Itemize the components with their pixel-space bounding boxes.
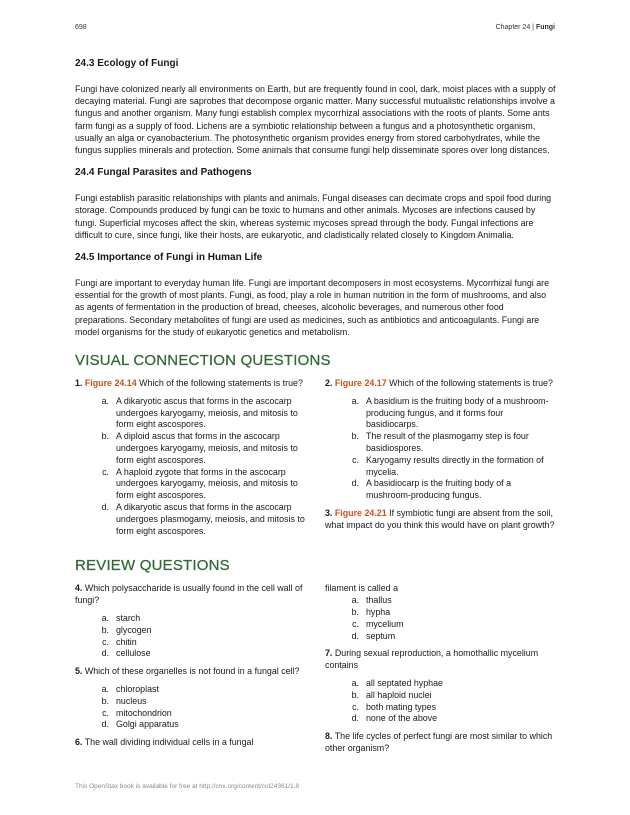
- answer-option: c. mycelium: [352, 618, 404, 629]
- section-body-24-3: Fungi have colonized nearly all environments on Earth, but are frequently found in cool, dark, moist places with a supply of decaying material. Fungi are saprobes that decompose organic matter. Many successful mutualistic relationships involve a fungus and another organism. Many fungi establish complex mycorrhizal associations with the roots of plants. Some ants farm fungi as a supply of food. Lichens are a symbiotic relationship between a fungus and a photosynthetic organism, usually an alga or cyanobacterium. The photosynthetic organism provides energy from stored carbohydrates, while the fungus supplies minerals and protection. Some animals that consume fungi help disseminate spores over long distances.: [75, 84, 556, 156]
- answer-option: d. A basidiocarp is the fruiting body of a mushroom-producing fungus.: [351, 478, 512, 501]
- page-number: 698: [75, 24, 87, 31]
- figure-link[interactable]: Figure 24.17: [334, 378, 387, 389]
- answer-option: d. cellulose: [101, 648, 151, 659]
- question-6: 6. The wall dividing individual cells in a fungal: [75, 737, 254, 748]
- running-header: [496, 24, 555, 31]
- figure-link[interactable]: Figure 24.21: [334, 508, 387, 519]
- question-7: 7. During sexual reproduction, a homothallic mycelium contains: [325, 648, 539, 671]
- answer-option: a. A basidium is the fruiting body of a mushroom-producing fungus, and it forms four basidiocarps.: [351, 395, 549, 430]
- answer-option: b. A diploid ascus that forms in the ascocarp undergoes karyogamy, meiosis, and mitosis to form eight ascospores.: [101, 431, 298, 465]
- answer-options: [325, 595, 557, 642]
- question-5: 5. Which of these organelles is not found in a fungal cell?: [75, 666, 300, 677]
- answer-options: [75, 396, 307, 538]
- answer-option: b. glycogen: [101, 624, 152, 635]
- answer-option: a. thallus: [351, 595, 392, 606]
- review-heading: REVIEW QUESTIONS: [75, 557, 230, 575]
- answer-options: [325, 678, 557, 725]
- question-8: 8. The life cycles of perfect fungi are most similar to which other organism?: [325, 731, 553, 753]
- answer-options: [325, 396, 557, 502]
- chapter-title: Fungi: [535, 24, 555, 31]
- review-col-right: [325, 583, 557, 760]
- answer-option: a. A dikaryotic ascus that forms in the ascocarp undergoes karyogamy, meiosis, and mitosis to form eight ascospores.: [101, 395, 298, 430]
- question-4: 4. Which polysaccharide is usually found in the cell wall of fungi?: [75, 583, 303, 606]
- answer-option: d. septum: [351, 630, 396, 641]
- question-2: [325, 378, 557, 390]
- answer-option: b. The result of the plasmogamy step is four basidiospores.: [351, 431, 529, 454]
- chapter-label: Chapter 24: [495, 24, 531, 31]
- figure-link[interactable]: Figure 24.14: [84, 378, 137, 389]
- visual-col-right: [325, 378, 557, 543]
- section-heading-24-3: 24.3 Ecology of Fungi: [75, 58, 179, 69]
- visual-connection-columns: [75, 378, 557, 543]
- answer-option: a. chloroplast: [101, 683, 159, 694]
- answer-option: b. hypha: [351, 607, 391, 617]
- section-heading-24-5: 24.5 Importance of Fungi in Human Life: [75, 252, 263, 264]
- question-1: [75, 378, 307, 390]
- answer-options: [75, 613, 307, 660]
- question-text: Which of the following statements is true?: [386, 378, 553, 389]
- header-separator: |: [530, 24, 536, 31]
- question-text: Which of the following statements is true?: [136, 378, 303, 389]
- answer-option: d. A dikaryotic ascus that forms in the ascocarp undergoes plasmogamy, meiosis, and mitosis to form eight ascospores.: [101, 502, 305, 536]
- question-number: 3.: [325, 508, 333, 519]
- page-content: [75, 58, 557, 761]
- answer-option: d. Golgi apparatus: [101, 719, 179, 730]
- review-col-left: [75, 583, 307, 760]
- section-heading-24-4: 24.4 Fungal Parasites and Pathogens: [75, 167, 252, 179]
- visual-connection-heading: VISUAL CONNECTION QUESTIONS: [75, 352, 331, 370]
- section-body-24-5: Fungi are important to everyday human life. Fungi are important decomposers in most ecosystems. Mycorrhizal fungi are essential for the growth of most plants. Fungi, as food, play a role in human nutrition in the form of mushrooms, and also as agents of fermentation in the production of bread, cheeses, alcoholic beverages, and numerous other food preparations. Secondary metabolites of fungi are used as medicines, such as antibiotics and anticoagulants. Fungi are model organisms for the study of eukaryotic genetics and metabolism.: [75, 278, 550, 337]
- answer-option: c. mitochondrion: [102, 707, 172, 718]
- section-body-24-4: Fungi establish parasitic relationships with plants and animals. Fungal diseases can decimate crops and spoil food during storage. Compounds produced by fungi can be toxic to humans and other animals. Mycoses are infections caused by fungi. Superficial mycoses affect the skin, whereas systemic mycoses spread through the body. Fungal infections are difficult to cure, since fungi, like their hosts, are eukaryotic, and cladistically related closely to Kingdom Animalia.: [75, 193, 552, 240]
- answer-option: c. Karyogamy results directly in the formation of mycelia.: [352, 454, 544, 477]
- review-columns: [75, 583, 557, 760]
- answer-option: c. chitin: [102, 636, 137, 647]
- page-footer: This OpenStax book is available for free at http://cnx.org/content/col24361/1.8: [75, 783, 300, 790]
- answer-option: d. none of the above: [351, 713, 438, 724]
- answer-options: [75, 684, 307, 731]
- answer-option: c. both mating types: [352, 701, 437, 712]
- answer-option: b. nucleus: [101, 695, 147, 706]
- question-number: 2.: [325, 378, 333, 389]
- question-text: If symbiotic fungi are absent from the soil, what impact do you think this would have on plant growth?: [325, 508, 555, 530]
- question-6-continued: filament is called a: [325, 583, 399, 594]
- question-number: 1.: [75, 378, 83, 389]
- answer-option: b. all haploid nuclei: [351, 689, 432, 700]
- answer-option: a. all septated hyphae: [351, 677, 443, 688]
- visual-col-left: [75, 378, 307, 543]
- answer-option: a. starch: [101, 613, 141, 623]
- answer-option: c. A haploid zygote that forms in the ascocarp undergoes karyogamy, meiosis, and mitosis to form eight ascospores.: [102, 466, 298, 501]
- question-3: [325, 508, 557, 532]
